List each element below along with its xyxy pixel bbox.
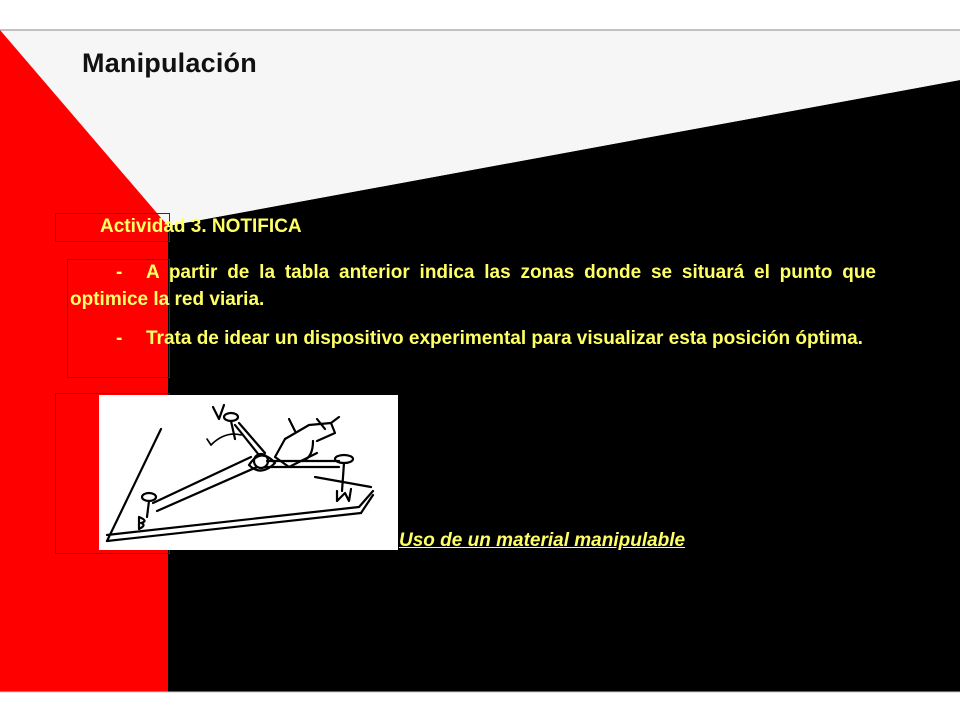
hand-drawn-pin-and-string-device-icon (99, 395, 398, 550)
image-caption: Uso de un material manipulable (399, 530, 686, 551)
device-sketch-image (99, 395, 398, 550)
activity-heading: Actividad 3. NOTIFICA (100, 216, 302, 237)
bullet-marker: - (116, 262, 123, 283)
bullet-item-2 (70, 325, 876, 352)
bullet-text: Trata de idear un dispositivo experimental para visualizar esta posición óptima. (146, 328, 863, 349)
slide-title: Manipulación (82, 48, 257, 78)
bullet-text: A partir de la tabla anterior indica las zonas donde se situará el punto que optimice la red viaria. (70, 262, 876, 310)
bullet-item-1 (70, 259, 876, 313)
bullet-marker: - (116, 328, 123, 349)
